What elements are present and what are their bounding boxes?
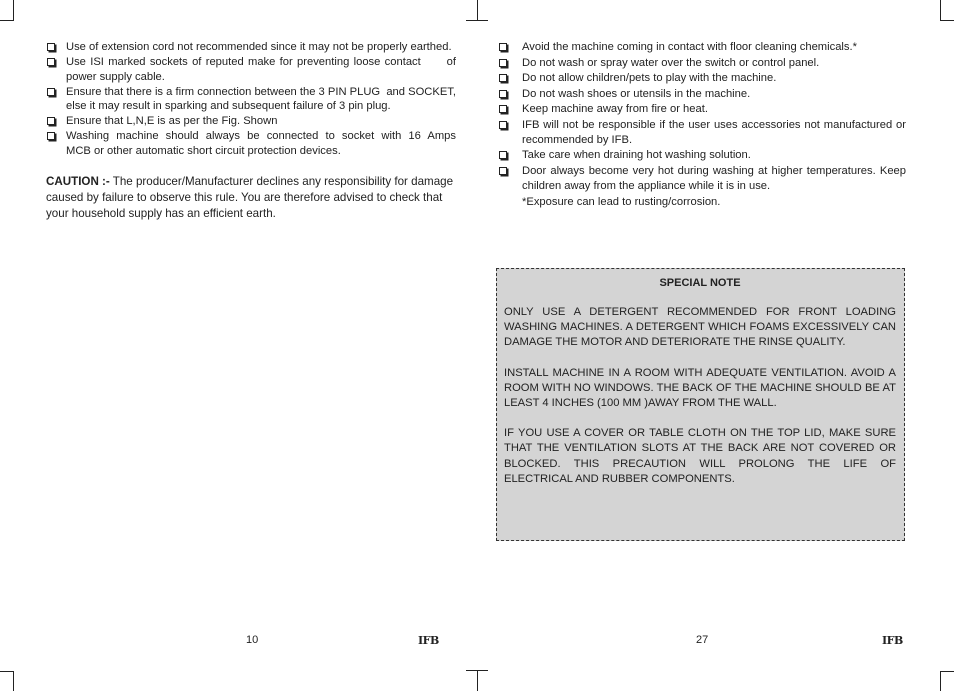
crop-mark-top-left-v bbox=[13, 0, 14, 20]
crop-mark-bottom-center-v bbox=[477, 670, 478, 691]
crop-mark-bottom-left-h bbox=[0, 671, 14, 672]
right-bullet-text: Take care when draining hot washing solution. bbox=[522, 149, 751, 161]
checkbox-bullet-icon bbox=[499, 105, 507, 113]
checkbox-bullet-icon bbox=[499, 90, 507, 98]
left-bullet-item bbox=[46, 40, 456, 55]
checkbox-bullet-icon bbox=[499, 121, 507, 129]
checkbox-bullet-icon bbox=[499, 43, 507, 51]
ifb-logo-left: IFB bbox=[418, 634, 439, 647]
crop-mark-bottom-right-h bbox=[940, 671, 954, 672]
left-bullet-item bbox=[46, 55, 460, 84]
right-bullet-list bbox=[499, 40, 906, 194]
left-bullet-item bbox=[46, 114, 456, 129]
crop-mark-bottom-left-v bbox=[13, 671, 14, 691]
corrosion-footnote: *Exposure can lead to rusting/corrosion. bbox=[522, 195, 721, 208]
checkbox-bullet-icon bbox=[47, 88, 55, 96]
caution-paragraph bbox=[46, 174, 456, 222]
crop-mark-top-right-v bbox=[940, 0, 941, 20]
left-bullet-item bbox=[46, 85, 460, 114]
right-bullet-item bbox=[499, 71, 906, 86]
left-bullet-text: Use ISI marked sockets of reputed make for preventing loose contact of power supply cable. bbox=[66, 56, 460, 83]
checkbox-bullet-icon bbox=[499, 74, 507, 82]
checkbox-bullet-icon bbox=[47, 43, 55, 51]
left-page-number: 10 bbox=[246, 634, 259, 646]
crop-mark-top-right-h bbox=[940, 20, 954, 21]
right-bullet-item bbox=[499, 56, 906, 71]
left-bullet-text: Ensure that L,N,E is as per the Fig. Shown bbox=[66, 115, 278, 127]
checkbox-bullet-icon bbox=[47, 132, 55, 140]
right-bullet-text: Do not wash shoes or utensils in the machine. bbox=[522, 87, 751, 100]
checkbox-bullet-icon bbox=[47, 117, 55, 125]
caution-text: The producer/Manufacturer declines any responsibility for damage caused by failure to observe this rule. You are therefore advised to check that your household supply has an efficient earth. bbox=[46, 175, 454, 220]
special-note-paragraph: IF YOU USE A COVER OR TABLE CLOTH ON THE TOP LID, MAKE SURE THAT THE VENTILATION SLOTS AT THE BACK ARE NOT COVERED OR BLOCKED. THIS PRECAUTION WILL PROLONG THE LIFE OF ELECTRICAL AND RUBBER COMPONENTS. bbox=[504, 427, 896, 485]
right-bullet-item bbox=[499, 87, 906, 102]
right-bullet-text: IFB will not be responsible if the user uses accessories not manufactured or recommended by IFB. bbox=[522, 118, 906, 146]
ifb-logo-right: IFB bbox=[882, 634, 903, 647]
crop-mark-top-left-h bbox=[0, 20, 14, 21]
left-bullet-list bbox=[46, 40, 484, 158]
checkbox-bullet-icon bbox=[499, 167, 507, 175]
left-page-content bbox=[46, 40, 484, 222]
crop-mark-top-center-v bbox=[477, 0, 478, 21]
left-bullet-item bbox=[46, 129, 484, 158]
special-note-title: SPECIAL NOTE bbox=[659, 277, 741, 289]
special-note-paragraph: ONLY USE A DETERGENT RECOMMENDED FOR FRONT LOADING WASHING MACHINES. A DETERGENT WHICH FOAMS EXCESSIVELY CAN DAMAGE THE MOTOR AND DETERIORATE THE RINSE QUALITY. bbox=[504, 306, 896, 349]
right-bullet-text: Keep machine away from fire or heat. bbox=[522, 103, 708, 115]
left-bullet-text: Washing machine should always be connected to socket with 16 Amps MCB or other automatic short circuit protection devices. bbox=[66, 130, 484, 157]
caution-label: CAUTION :- bbox=[46, 175, 110, 188]
right-bullet-text: Do not wash or spray water over the switch or control panel. bbox=[522, 56, 820, 69]
left-bullet-text: Ensure that there is a firm connection between the 3 PIN PLUG and SOCKET, else it may result in sparking and subsequent failure of 3 pin plug. bbox=[66, 85, 460, 112]
left-bullet-text: Use of extension cord not recommended since it may not be properly earthed. bbox=[66, 41, 452, 53]
crop-mark-bottom-right-v bbox=[940, 671, 941, 691]
special-note-box bbox=[496, 268, 905, 541]
right-bullet-text: Do not allow children/pets to play with the machine. bbox=[522, 72, 777, 84]
right-bullet-text: Door always become very hot during washing at higher temperatures. Keep children away from the appliance while it is in use. bbox=[522, 164, 906, 192]
right-bullet-item bbox=[499, 148, 906, 163]
checkbox-bullet-icon bbox=[499, 59, 507, 67]
right-bullet-item bbox=[499, 102, 906, 117]
right-page-number: 27 bbox=[696, 634, 709, 646]
right-bullet-item bbox=[499, 40, 906, 55]
right-bullet-item bbox=[499, 164, 906, 194]
right-bullet-text: Avoid the machine coming in contact with floor cleaning chemicals.* bbox=[522, 41, 857, 53]
checkbox-bullet-icon bbox=[47, 58, 55, 66]
special-note-paragraph: INSTALL MACHINE IN A ROOM WITH ADEQUATE VENTILATION. AVOID A ROOM WITH NO WINDOWS. THE BACK OF THE MACHINE SHOULD BE AT LEAST 4 INCHES (100 MM )AWAY FROM THE WALL. bbox=[504, 366, 896, 410]
checkbox-bullet-icon bbox=[499, 151, 507, 159]
right-bullet-item bbox=[499, 118, 906, 148]
right-page-content bbox=[499, 40, 906, 210]
